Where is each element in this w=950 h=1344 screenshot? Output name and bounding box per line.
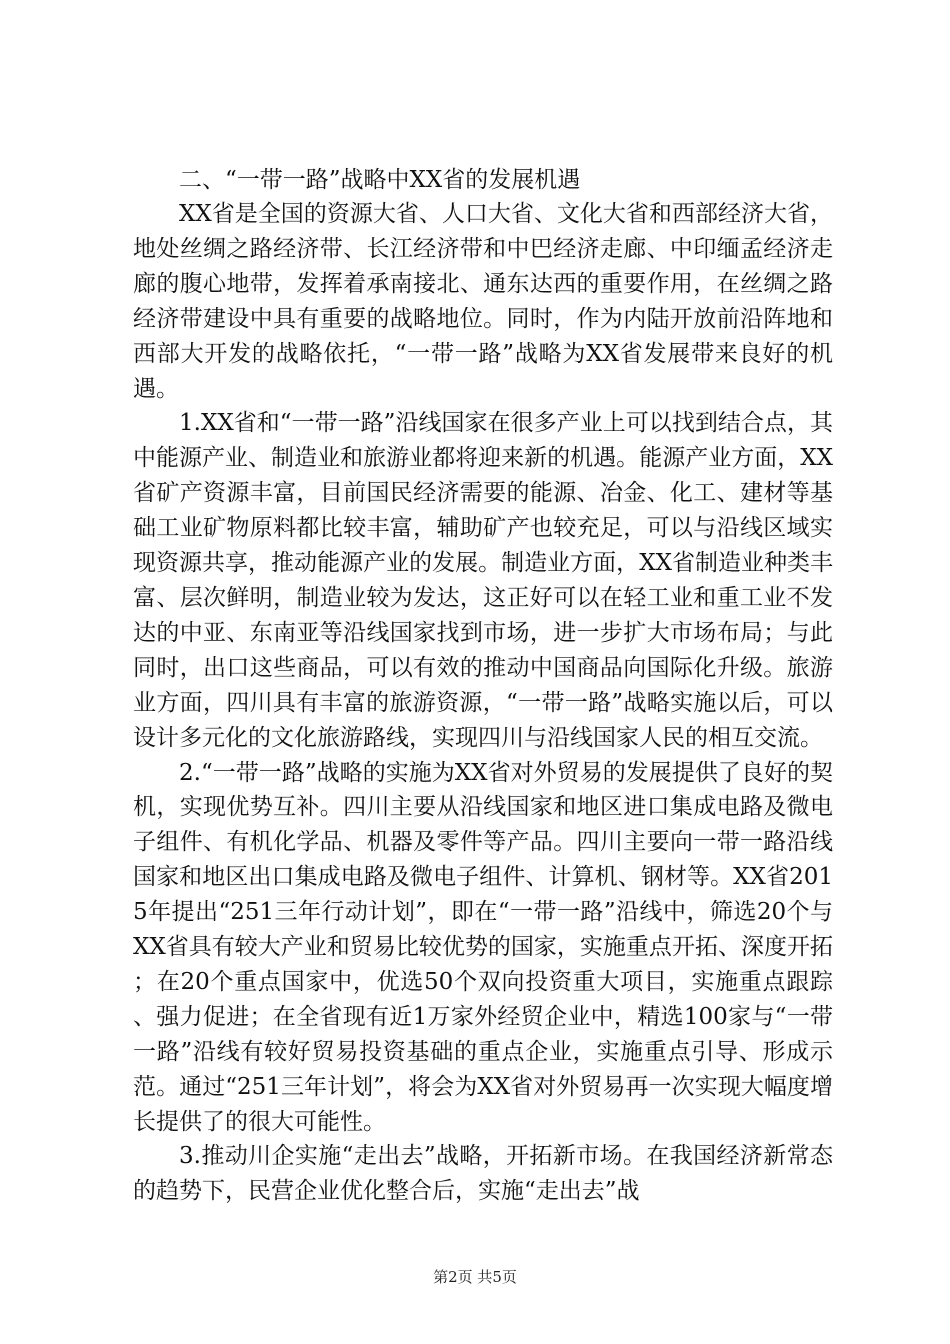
section-heading: 二、“一带一路”战略中XX省的发展机遇 (179, 167, 581, 193)
paragraph-point-2: 2.“一带一路”战略的实施为XX省对外贸易的发展提供了良好的契机，实现优势互补。四川主要从沿线国家和地区进口集成电路及微电子组件、有机化学品、机器及零件等产品。四川主要向一带一路沿线国家和地区出口集成电路及微电子组件、计算机、钢材等。XX省2015年提出“251三年行动计划”，即在“一带一路”沿线中，筛选20个与XX省具有较大产业和贸易比较优势的国家，实施重点开拓、深度开拓；在20个重点国家中，优选50个双向投资重大项目，实施重点跟踪、强力促进；在全省现有近1万家外经贸企业中，精选100家与“一带一路”沿线有较好贸易投资基础的重点企业，实施重点引导、形成示范。通过“251三年计划”，将会为XX省对外贸易再一次实现大幅度增长提供了的很大可能性。 (133, 759, 833, 1135)
document-body (133, 163, 833, 1209)
paragraph-intro: XX省是全国的资源大省、人口大省、文化大省和西部经济大省，地处丝绸之路经济带、长江经济带和中巴经济走廊、中印缅孟经济走廊的腹心地带，发挥着承南接北、通东达西的重要作用，在丝绸之路经济带建设中具有重要的战略地位。同时，作为内陆开放前沿阵地和西部大开发的战略依托，“一带一路”战略为XX省发展带来良好的机遇。 (133, 201, 833, 402)
page-footer: 第2页 共5页 (433, 1268, 517, 1286)
paragraph-point-1: 1.XX省和“一带一路”沿线国家在很多产业上可以找到结合点，其中能源产业、制造业和旅游业都将迎来新的机遇。能源产业方面，XX省矿产资源丰富，目前国民经济需要的能源、冶金、化工、建材等基础工业矿物原料都比较丰富，辅助矿产也较充足，可以与沿线区域实现资源共享，推动能源产业的发展。制造业方面，XX省制造业种类丰富、层次鲜明，制造业较为发达，这正好可以在轻工业和重工业不发达的中亚、东南亚等沿线国家找到市场，进一步扩大市场布局；与此同时，出口这些商品，可以有效的推动中国商品向国际化升级。旅游业方面，四川具有丰富的旅游资源，“一带一路”战略实施以后，可以设计多元化的文化旅游路线，实现四川与沿线国家人民的相互交流。 (133, 410, 833, 751)
paragraph-point-3: 3.推动川企实施“走出去”战略，开拓新市场。在我国经济新常态的趋势下，民营企业优化整合后，实施“走出去”战 (133, 1143, 833, 1205)
